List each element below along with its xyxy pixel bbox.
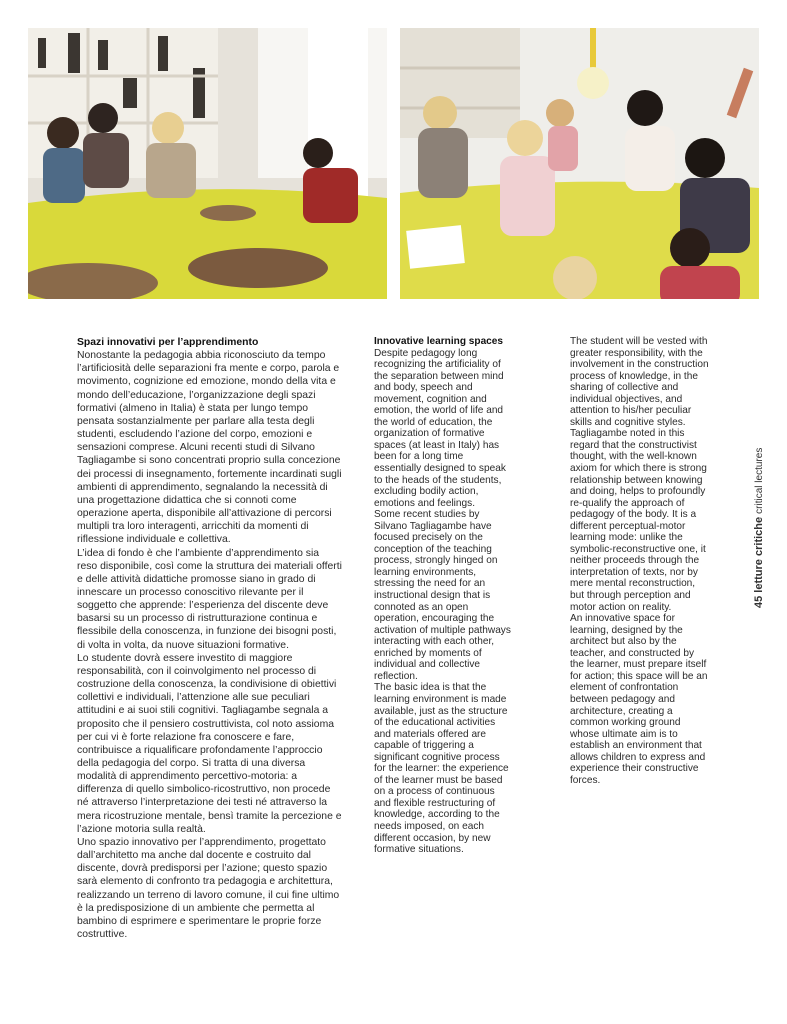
english-paragraph: An innovative space for learning, designed by the architect but also by the teacher, and constructed by the learner, must prepare itself for action; this space will be an element of confrontation between pedagogy and architecture, creating a common working ground whose ultimate aim is to establish an environment that allows children to express and experience their constructive forces. bbox=[570, 613, 708, 786]
italian-article-column bbox=[77, 336, 342, 941]
italian-paragraph: Uno spazio innovativo per l’apprendimento, progettato dall’architetto ma anche dal docente e costruito dal discente, dovrà predisporsi per l’azione; questo spazio sarà elemento di confronto tra pedagogia e architettura, realizzando un terreno di lavoro comune, il cui fine ultimo è la predisposizione di un ambiente che permetta al bambino di esprimere e sperimentare le proprie forze costruttive. bbox=[77, 836, 340, 941]
section-title-italian: letture critiche bbox=[753, 516, 765, 593]
page-section-label bbox=[753, 448, 765, 608]
english-article-column-1 bbox=[374, 336, 513, 856]
english-paragraph: The basic idea is that the learning environment is made available, just as the structure of the educational activities and materials offered are capable of triggering a significant cognitive process for the learner: the experience of the learner must be based on a process of continuous and flexible restructuring of knowledge, according to the needs imposed, on each different occasion, by new formative situations. bbox=[374, 682, 509, 856]
english-paragraph: Some recent studies by Silvano Tagliagambe have focused precisely on the conception of the teaching process, strongly hinged on learning environments, stressing the need for an instructional design that is connoted as an open operation, encouraging the activation of multiple pathways interacting with each other, enriched by moments of individual and collective reflection. bbox=[374, 509, 511, 682]
section-title-english: critical lectures bbox=[754, 447, 765, 514]
english-heading: Innovative learning spaces bbox=[374, 336, 504, 347]
italian-paragraph: Lo studente dovrà essere investito di maggiore responsabilità, con il coinvolgimento nel processo di costruzione della conoscenza, la condivisione di obiettivi collettivi e individuali, l’attenzione alle sue peculiari attitudini e ai suoi stili cognitivi. Tagliagambe segnala a proposito che il pensiero costruttivista, col noto assioma per cui vi è forte relazione fra conoscere e fare, contribuisce a riqualificare profondamente l’approccio della pedagogia del corpo. Si tratta di una diversa modalità di apprendimento percettivo-motoria: a differenza di quello simbolico-ricostruttivo, non procede né attraverso l’interpretazione dei testi né attraverso la mera ricostruzione mentale, bensì tramite la percezione e l’azione motoria sulla realtà. bbox=[77, 652, 342, 835]
page-number: 45 bbox=[753, 595, 765, 608]
photo-children-at-yellow-table-left bbox=[28, 28, 387, 299]
english-article-column-2 bbox=[570, 336, 710, 786]
photo-right-illustration bbox=[400, 28, 759, 299]
italian-paragraph: L’idea di fondo è che l’ambiente d’apprendimento sia reso disponibile, così come la struttura dei materiali offerti e delle attività didattiche promosse siano in grado di innescare un processo conoscitivo rilevante per il soggetto che apprende: l’esperienza del discente deve basarsi su un processo di ristrutturazione continua e flessibile della conoscenza, in funzione dei bisogni posti, di volta in volta, da nuove situazioni formative. bbox=[77, 547, 342, 651]
photo-left-illustration bbox=[28, 28, 387, 299]
italian-heading: Spazi innovativi per l’apprendimento bbox=[77, 337, 259, 348]
english-paragraph: Despite pedagogy long recognizing the artificiality of the separation between mind and body, speech and movement, cognition and emotion, the world of life and the world of education, the organization of formative spaces (at least in Italy) has been for a long time essentially designed to speak to the heads of the students, excluding bodily action, emotions and feelings. bbox=[374, 347, 506, 509]
italian-paragraph: Nonostante la pedagogia abbia riconosciuto da tempo l’artificiosità delle separazioni fra mente e corpo, parola e movimento, cognizione ed emozione, mondo della vita e mondo dell’educazione, l’organizzazione degli spazi formativi (almeno in Italia) è stata per lungo tempo pensata sostanzialmente per parlare alla testa degli studenti, escludendo l’azione del corpo, emozioni e sensazioni comprese. Alcuni recenti studi di Silvano Tagliagambe si sono concentrati proprio sulla concezione dei processi di insegnamento, fortemente incardinati sugli ambienti di apprendimento, segnalando la necessità di una progettazione didattica che si connoti come operazione aperta, disponibile all’attivazione di percorsi multipli tra loro interagenti, arricchiti da momenti di riflessione individuale e collettiva. bbox=[77, 350, 342, 546]
photo-children-at-yellow-table-right bbox=[400, 28, 759, 299]
english-paragraph: The student will be vested with greater responsibility, with the involvement in the construction process of knowledge, in the sharing of collective and individual objectives, and attention to his/her peculiar skills and cognitive styles. Tagliagambe noted in this regard that the constructivist thought, with the well-known axiom for which there is strong relationship between knowing and doing, helps to profoundly re-qualify the approach of pedagogy of the body. It is a different perceptual-motor learning mode: unlike the symbolic-reconstructive one, it neither proceeds through the interpretation of texts, nor by mere mental reconstruction, but through perception and motor action on reality. bbox=[570, 336, 709, 613]
